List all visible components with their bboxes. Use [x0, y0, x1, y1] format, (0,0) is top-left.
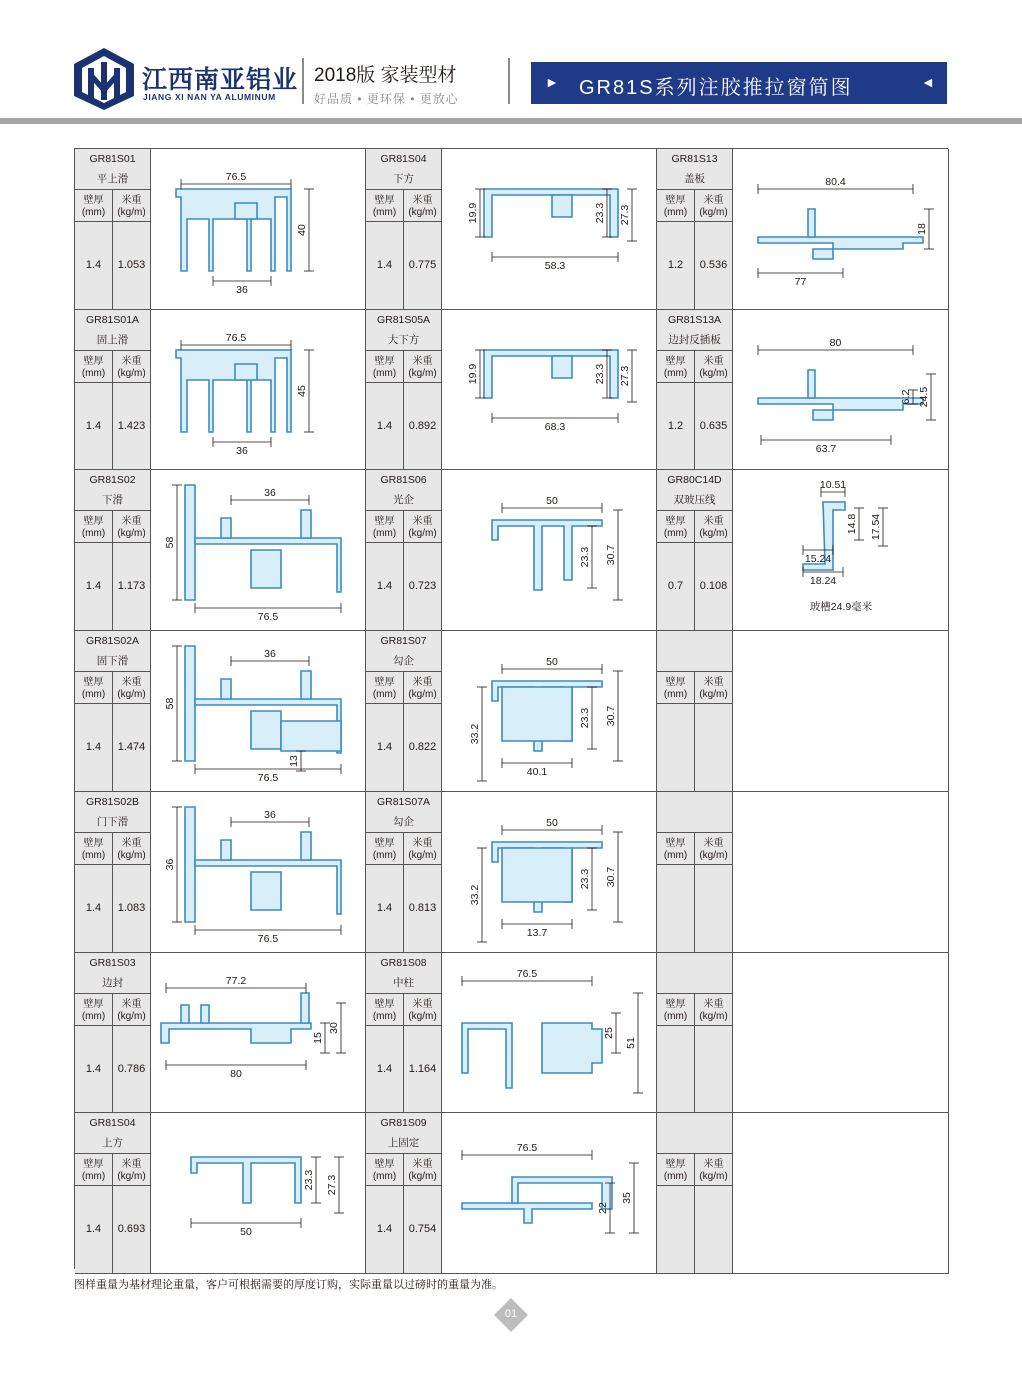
dimension-label: 19.9 [467, 202, 479, 224]
profile-drawing-cell [151, 792, 366, 953]
weight-label: 米重 (kg/m) [699, 999, 728, 1022]
dimension-label: 40.1 [526, 766, 548, 778]
dimension-label: 17.54 [870, 513, 882, 541]
thickness-value: 1.4 [85, 580, 102, 592]
profile-info-cell [657, 149, 733, 310]
weight-label: 米重 (kg/m) [117, 838, 146, 861]
profile-code: GR81S13A [667, 314, 722, 326]
dimension-label: 15.24 [804, 553, 832, 565]
weight-value: 0.693 [117, 1223, 146, 1235]
profile-drawing-cell [151, 470, 366, 631]
profile-info-cell [366, 631, 442, 792]
profile-code: GR81S08 [380, 957, 427, 969]
weight-label: 米重 (kg/m) [117, 999, 146, 1022]
dimension-label: 23.3 [303, 1169, 315, 1191]
page-header [0, 0, 1022, 126]
profile-section [251, 550, 281, 588]
dimension-label: 23.3 [579, 868, 591, 890]
thickness-label: 壁厚 (mm) [81, 1159, 106, 1182]
profile-drawing [442, 310, 657, 470]
profile-name: 平上滑 [96, 173, 129, 185]
dimension-label: 50 [240, 1226, 252, 1238]
dimension-label: 24.5 [918, 386, 930, 408]
profile-name: 边封 [102, 977, 123, 989]
dimension-label: 23.3 [579, 707, 591, 729]
weight-label: 米重 (kg/m) [699, 838, 728, 861]
profile-drawing-cell [442, 310, 657, 470]
profile-name: 大下方 [387, 334, 420, 346]
thickness-label: 壁厚 (mm) [663, 195, 688, 218]
profile-drawing [733, 631, 948, 792]
profile-section [181, 1005, 189, 1023]
profile-section [808, 209, 815, 237]
profile-drawing [733, 792, 948, 953]
dimension-label: 76.5 [516, 1142, 538, 1154]
dimension-label: 58 [164, 536, 176, 549]
profile-section [235, 364, 257, 380]
profile-section [301, 671, 311, 699]
profile-section [201, 1005, 209, 1023]
dimension-label: 10.51 [819, 479, 847, 491]
profile-section [251, 872, 281, 910]
profile-info-cell [657, 631, 733, 792]
weight-value: 1.053 [117, 259, 146, 271]
dimension-label: 33.2 [469, 884, 481, 906]
profile-drawing [442, 631, 657, 792]
slogan: 好品质 • 更环保 • 更放心 [314, 92, 459, 106]
dimension-label: 30 [328, 1022, 340, 1034]
profile-code: GR81S09 [380, 1117, 427, 1129]
weight-value: 0.786 [117, 1063, 146, 1075]
dimension-label: 36 [164, 858, 176, 871]
dimension-label: 27.3 [619, 365, 631, 387]
profile-code: GR81S07A [376, 796, 431, 808]
profile-drawing [151, 1113, 366, 1274]
profile-code: GR81S04 [380, 153, 427, 165]
profile-drawing-cell [733, 1113, 949, 1274]
weight-value: 0.775 [408, 259, 437, 271]
profile-name: 下方 [393, 173, 414, 185]
profile-code: GR81S05A [376, 314, 431, 326]
weight-value: 0.813 [408, 902, 437, 914]
profile-name: 固上滑 [96, 334, 129, 346]
dimension-label: 23.3 [594, 202, 606, 224]
dimension-label: 25 [603, 1027, 615, 1039]
profile-name: 上固定 [387, 1137, 420, 1149]
profile-drawing-cell [151, 149, 366, 310]
title-banner [531, 62, 947, 104]
thickness-label: 壁厚 (mm) [372, 516, 397, 539]
thickness-label: 壁厚 (mm) [81, 356, 106, 379]
thickness-label: 壁厚 (mm) [81, 516, 106, 539]
profile-info-cell [75, 149, 151, 310]
thickness-value: 1.4 [376, 1063, 393, 1075]
profile-section [221, 679, 231, 699]
dimension-label: 30.7 [605, 705, 617, 727]
thickness-label: 壁厚 (mm) [663, 516, 688, 539]
dimension-label: 22 [597, 1202, 609, 1214]
profile-drawing-cell [442, 631, 657, 792]
thickness-value: 1.4 [376, 580, 393, 592]
brand-name-cn: 江西南亚铝业 [142, 66, 299, 94]
weight-value: 0.536 [699, 259, 728, 271]
dimension-label: 30.7 [605, 544, 617, 566]
thickness-value: 1.2 [667, 259, 684, 271]
profile-info-cell [657, 470, 733, 631]
profile-drawing-cell [442, 149, 657, 310]
weight-value: 1.423 [117, 420, 146, 432]
weight-value: 1.083 [117, 902, 146, 914]
thickness-value: 1.4 [85, 741, 102, 753]
weight-label: 米重 (kg/m) [699, 677, 728, 700]
profile-drawing [733, 470, 948, 631]
profile-drawing-cell [151, 1113, 366, 1274]
weight-label: 米重 (kg/m) [117, 356, 146, 379]
dimension-label: 18 [916, 223, 928, 235]
dimension-label: 19.9 [467, 363, 479, 385]
profile-section [281, 721, 341, 751]
profile-name: 下滑 [102, 494, 123, 506]
thickness-value: 1.2 [667, 420, 684, 432]
profile-drawing-cell [151, 953, 366, 1113]
profile-drawing-cell [442, 953, 657, 1113]
profile-drawing [442, 470, 657, 631]
profile-info-cell [366, 149, 442, 310]
profile-drawing [442, 953, 657, 1113]
dimension-label: 35 [621, 1192, 633, 1204]
profile-info-cell [366, 470, 442, 631]
profile-table [74, 148, 948, 1269]
page-title: GR81S系列注胶推拉窗简图 [579, 77, 853, 99]
thickness-value: 1.4 [85, 1063, 102, 1075]
thickness-value: 1.4 [85, 1223, 102, 1235]
weight-label: 米重 (kg/m) [117, 1159, 146, 1182]
dimension-label: 77.2 [225, 975, 247, 987]
dimension-label: 23.3 [594, 363, 606, 385]
weight-value: 1.164 [408, 1063, 437, 1075]
profile-drawing [442, 149, 657, 310]
dimension-label: 45 [296, 385, 308, 397]
profile-section [542, 1023, 602, 1073]
thickness-label: 壁厚 (mm) [663, 999, 688, 1022]
thickness-value: 1.4 [376, 1223, 393, 1235]
company-logo-icon [72, 46, 136, 112]
dimension-label: 13 [288, 755, 300, 767]
weight-value: 0.635 [699, 420, 728, 432]
profile-section [185, 485, 195, 600]
profile-drawing [733, 1113, 948, 1274]
profile-info-cell [657, 953, 733, 1113]
profile-drawing [151, 149, 366, 310]
dimension-label: 80.4 [825, 176, 846, 188]
profile-info-cell [657, 792, 733, 953]
profile-code: GR81S01A [85, 314, 140, 326]
profile-info-cell [366, 792, 442, 953]
weight-value: 0.822 [408, 741, 437, 753]
weight-label: 米重 (kg/m) [699, 516, 728, 539]
profile-drawing-cell [442, 792, 657, 953]
profile-drawing [733, 953, 948, 1113]
profile-drawing-cell [733, 792, 949, 953]
profile-section [552, 195, 572, 217]
profile-info-cell [366, 1113, 442, 1274]
weight-label: 米重 (kg/m) [408, 516, 437, 539]
dimension-label: 76.5 [257, 611, 279, 623]
weight-label: 米重 (kg/m) [408, 1159, 437, 1182]
dimension-label: 76.5 [257, 933, 279, 945]
profile-code: GR81S03 [89, 957, 136, 969]
weight-value: 0.723 [408, 580, 437, 592]
profile-section [176, 189, 291, 271]
dimension-label: 68.3 [544, 421, 566, 433]
thickness-value: 1.4 [85, 902, 102, 914]
thickness-value: 1.4 [85, 420, 102, 432]
dimension-label: 76.5 [225, 171, 247, 183]
profile-code: GR81S06 [380, 474, 427, 486]
profile-section [301, 832, 311, 860]
profile-section [502, 848, 572, 902]
weight-label: 米重 (kg/m) [699, 1159, 728, 1182]
weight-label: 米重 (kg/m) [699, 356, 728, 379]
thickness-label: 壁厚 (mm) [372, 677, 397, 700]
profile-code: GR81S07 [380, 635, 427, 647]
thickness-label: 壁厚 (mm) [372, 838, 397, 861]
profile-drawing-cell [442, 470, 657, 631]
triangle-right-icon: ► [545, 74, 559, 90]
profile-name: 勾企 [393, 816, 414, 828]
profile-info-cell [657, 1113, 733, 1274]
profile-drawing [442, 792, 657, 953]
dimension-label: 76.5 [516, 968, 538, 980]
page-number: 01 [494, 1298, 528, 1332]
profile-drawing [442, 1113, 657, 1274]
thickness-label: 壁厚 (mm) [372, 356, 397, 379]
thickness-label: 壁厚 (mm) [663, 677, 688, 700]
thickness-label: 壁厚 (mm) [81, 677, 106, 700]
dimension-label: 33.2 [469, 723, 481, 745]
dimension-label: 40 [296, 224, 308, 236]
dimension-label: 50 [546, 817, 558, 829]
weight-label: 米重 (kg/m) [117, 516, 146, 539]
profile-drawing-cell [442, 1113, 657, 1274]
thickness-value: 1.4 [376, 902, 393, 914]
thickness-label: 壁厚 (mm) [663, 838, 688, 861]
dimension-label: 50 [546, 656, 558, 668]
dimension-label: 76.5 [257, 772, 279, 784]
profile-section [221, 840, 231, 860]
dimension-label: 80 [829, 337, 842, 349]
profile-section [191, 1157, 301, 1203]
profile-info-cell [366, 953, 442, 1113]
dimension-label: 13.7 [526, 927, 548, 939]
profile-name: 双玻压线 [673, 494, 716, 506]
weight-label: 米重 (kg/m) [408, 195, 437, 218]
dimension-label: 36 [236, 284, 248, 296]
dimension-label: 58 [164, 697, 176, 710]
thickness-label: 壁厚 (mm) [81, 195, 106, 218]
weight-label: 米重 (kg/m) [408, 999, 437, 1022]
thickness-value: 1.4 [376, 420, 393, 432]
profile-info-cell [75, 631, 151, 792]
profile-code: GR81S02 [89, 474, 136, 486]
profile-section [221, 518, 231, 538]
profile-info-cell [75, 1113, 151, 1274]
profile-drawing [151, 310, 366, 470]
thickness-value: 1.4 [376, 741, 393, 753]
profile-drawing [151, 953, 366, 1113]
profile-drawing [151, 792, 366, 953]
triangle-left-icon: ◄ [921, 74, 935, 90]
profile-name: 盖板 [684, 173, 705, 185]
dimension-label: 36 [264, 487, 276, 499]
brand-name-en: JIANG XI NAN YA ALUMINUM [143, 92, 276, 102]
profile-drawing-cell [151, 631, 366, 792]
dimension-label: 15 [312, 1032, 324, 1044]
thickness-label: 壁厚 (mm) [81, 838, 106, 861]
profile-name: 固下滑 [96, 655, 129, 667]
dimension-label: 36 [236, 445, 248, 457]
profile-drawing-cell [733, 953, 949, 1113]
profile-section [758, 398, 923, 420]
profile-drawing-cell [733, 470, 949, 631]
profile-section [185, 646, 195, 761]
profile-code: GR80C14D [667, 474, 722, 486]
dimension-label: 80 [230, 1068, 242, 1080]
dimension-label: 63.7 [815, 443, 837, 455]
profile-drawing [733, 149, 948, 310]
dimension-label: 77 [794, 276, 807, 288]
weight-label: 米重 (kg/m) [408, 838, 437, 861]
dimension-label: 27.3 [619, 204, 631, 226]
profile-section [462, 1023, 512, 1088]
dimension-label: 18.24 [809, 575, 837, 587]
weight-value: 0.108 [699, 580, 728, 592]
profile-info-cell [75, 792, 151, 953]
profile-section [758, 237, 923, 259]
thickness-label: 壁厚 (mm) [372, 195, 397, 218]
profile-name: 中柱 [393, 977, 414, 989]
profile-info-cell [75, 310, 151, 470]
profile-code: GR81S04 [89, 1117, 136, 1129]
profile-info-cell [75, 470, 151, 631]
profile-name: 勾企 [393, 655, 414, 667]
profile-name: 边封反插板 [668, 334, 721, 346]
profile-name: 上方 [102, 1137, 123, 1149]
weight-value: 1.173 [117, 580, 146, 592]
profile-section [462, 1203, 592, 1223]
profile-code: GR81S01 [89, 153, 136, 165]
dimension-label: 51 [625, 1037, 637, 1049]
thickness-value: 1.4 [85, 259, 102, 271]
profile-section [301, 993, 309, 1023]
glass-groove-note: 玻槽24.9毫米 [809, 601, 873, 613]
thickness-label: 壁厚 (mm) [81, 999, 106, 1022]
footer-note: 图样重量为基材理论重量，客户可根据需要的厚度订购，实际重量以过磅时的重量为准。 [74, 1279, 503, 1291]
profile-drawing-cell [733, 149, 949, 310]
dimension-label: 50 [546, 495, 558, 507]
profile-code: GR81S13 [671, 153, 718, 165]
profile-drawing [151, 470, 366, 631]
thickness-label: 壁厚 (mm) [372, 999, 397, 1022]
profile-info-cell [657, 310, 733, 470]
dimension-label: 30.7 [605, 866, 617, 888]
profile-section [161, 1023, 311, 1043]
weight-label: 米重 (kg/m) [408, 356, 437, 379]
dimension-label: 23.3 [579, 546, 591, 568]
profile-code: GR81S02A [85, 635, 140, 647]
weight-label: 米重 (kg/m) [117, 677, 146, 700]
profile-section [808, 370, 815, 398]
dimension-label: 76.5 [225, 332, 247, 344]
profile-section [251, 711, 281, 749]
thickness-value: 1.4 [376, 259, 393, 271]
profile-drawing-cell [733, 310, 949, 470]
header-rule [0, 118, 1022, 124]
profile-section [185, 807, 195, 922]
header-separator [302, 58, 304, 104]
thickness-label: 壁厚 (mm) [663, 356, 688, 379]
profile-drawing [151, 631, 366, 792]
thickness-value: 0.7 [667, 580, 684, 592]
dimension-label: 36 [264, 809, 276, 821]
weight-label: 米重 (kg/m) [408, 677, 437, 700]
dimension-label: 6.2 [900, 389, 912, 405]
profile-info-cell [366, 310, 442, 470]
profile-code: GR81S02B [85, 796, 140, 808]
edition-label: 2018版 家装型材 [314, 65, 457, 86]
profile-drawing [733, 310, 948, 470]
thickness-label: 壁厚 (mm) [372, 1159, 397, 1182]
thickness-label: 壁厚 (mm) [663, 1159, 688, 1182]
weight-value: 0.754 [408, 1223, 437, 1235]
weight-value: 1.474 [117, 741, 146, 753]
dimension-label: 36 [264, 648, 276, 660]
profile-name: 门下滑 [96, 816, 129, 828]
weight-label: 米重 (kg/m) [117, 195, 146, 218]
dimension-label: 27.3 [326, 1174, 338, 1196]
profile-section [176, 350, 291, 432]
header-separator [508, 58, 510, 104]
profile-section [301, 510, 311, 538]
weight-label: 米重 (kg/m) [699, 195, 728, 218]
profile-section [235, 203, 257, 219]
weight-value: 0.892 [408, 420, 437, 432]
profile-name: 光企 [393, 494, 414, 506]
profile-info-cell [75, 953, 151, 1113]
profile-section [552, 356, 572, 378]
profile-section [502, 687, 572, 741]
dimension-label: 58.3 [544, 260, 566, 272]
dimension-label: 14.8 [846, 513, 858, 535]
profile-drawing-cell [733, 631, 949, 792]
profile-drawing-cell [151, 310, 366, 470]
